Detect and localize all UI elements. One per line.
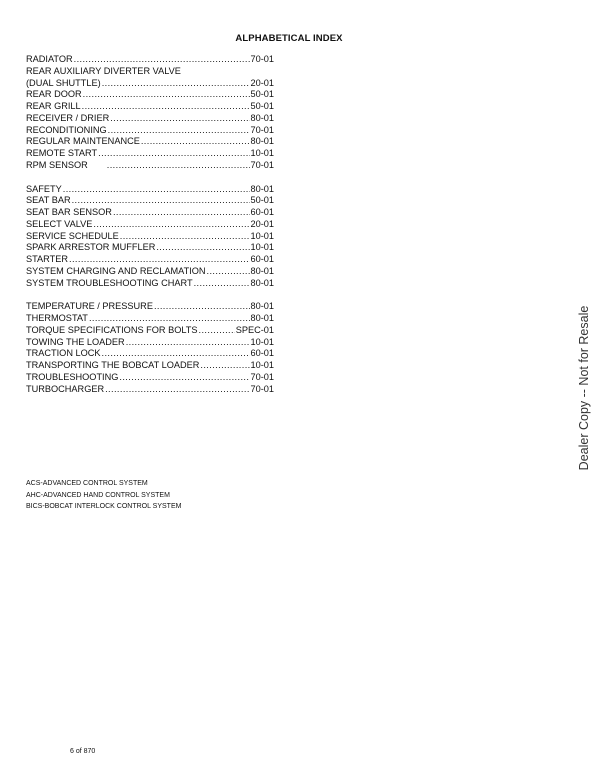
- entry-page: 80-01: [250, 313, 274, 323]
- index-entry: [26, 113, 274, 125]
- index-entry: [26, 78, 274, 90]
- entry-name: TRANSPORTING THE BOBCAT LOADER: [26, 360, 200, 370]
- dot-leader: [207, 266, 250, 278]
- index-entry: [26, 219, 274, 231]
- entry-name: SEAT BAR: [26, 195, 71, 206]
- entry-page: 80-01: [250, 183, 274, 194]
- index-entry: [26, 136, 274, 148]
- dot-leader: [119, 372, 249, 384]
- entry-name: SERVICE SCHEDULE: [26, 230, 119, 241]
- entry-page: 20-01: [250, 77, 274, 88]
- entry-name: SPARK ARRESTOR MUFFLER: [26, 242, 156, 253]
- dot-leader: [120, 231, 250, 243]
- index-entry: [26, 195, 274, 207]
- index-entry: [26, 348, 274, 360]
- index-entry: [26, 101, 274, 113]
- dot-leader: [194, 278, 250, 290]
- dot-leader: [108, 125, 250, 137]
- entry-name: REGULAR MAINTENANCE: [26, 136, 140, 147]
- entry-name: REAR GRILL: [26, 101, 81, 111]
- entry-name: REAR DOOR: [26, 89, 82, 100]
- entry-page: 20-01: [250, 218, 274, 229]
- dot-leader: [126, 337, 250, 349]
- dot-leader: [105, 384, 249, 396]
- dot-leader: [156, 242, 249, 254]
- entry-name: SELECT VALVE: [26, 218, 93, 229]
- dot-leader: [102, 348, 250, 360]
- entry-name: THERMOSTAT: [26, 313, 88, 323]
- index-entry: [26, 160, 274, 172]
- entry-name: TURBOCHARGER: [26, 383, 105, 394]
- entry-name: RECEIVER / DRIER: [26, 112, 110, 123]
- dot-leader: [200, 360, 249, 372]
- index-entry: [26, 54, 274, 66]
- index-list: [26, 54, 274, 395]
- abbreviation-item: BICS-BOBCAT INTERLOCK CONTROL SYSTEM: [26, 503, 182, 510]
- index-entry: [26, 266, 274, 278]
- entry-name: TRACTION LOCK: [26, 348, 101, 359]
- entry-page: SPEC-01: [235, 324, 274, 335]
- index-entry: [26, 242, 274, 254]
- abbreviations-list: [26, 478, 181, 513]
- entry-page: 10-01: [250, 242, 274, 253]
- entry-page: 80-01: [250, 265, 274, 276]
- entry-page: 80-01: [250, 112, 274, 123]
- entry-page: 60-01: [250, 348, 274, 359]
- entry-page: 10-01: [250, 148, 274, 158]
- dot-leader: [83, 89, 250, 101]
- entry-name: TORQUE SPECIFICATIONS FOR BOLTS: [26, 324, 198, 335]
- index-entry: [26, 254, 274, 266]
- index-entry: [26, 372, 274, 384]
- page-title: ALPHABETICAL INDEX: [235, 33, 343, 44]
- entry-page: 50-01: [250, 195, 274, 206]
- abbreviation-item: ACS-ADVANCED CONTROL SYSTEM: [26, 480, 148, 487]
- entry-page: 70-01: [250, 54, 274, 64]
- entry-page: 10-01: [250, 230, 274, 241]
- index-entry: [26, 207, 274, 219]
- entry-page: 70-01: [250, 371, 274, 382]
- entry-page: 80-01: [250, 136, 274, 147]
- dealer-copy-watermark: Dealer Copy -- Not for Resale: [577, 305, 591, 471]
- entry-page: 70-01: [250, 383, 274, 394]
- index-entry: [26, 148, 274, 160]
- entry-name: TROUBLESHOOTING: [26, 371, 119, 382]
- index-entry: [26, 125, 274, 137]
- entry-name: RADIATOR: [26, 54, 73, 64]
- entry-name: SYSTEM TROUBLESHOOTING CHART: [26, 277, 193, 288]
- dot-leader: [107, 160, 250, 172]
- index-entry: [26, 89, 274, 101]
- index-group-r: [26, 54, 274, 172]
- dot-leader: [69, 254, 249, 266]
- entry-page: 50-01: [250, 101, 274, 111]
- dot-leader: [89, 313, 250, 325]
- dot-leader: [102, 78, 250, 90]
- entry-page: 60-01: [250, 207, 274, 217]
- entry-name: REAR AUXILIARY DIVERTER VALVE: [26, 65, 181, 76]
- dot-leader: [199, 325, 235, 337]
- entry-name: SYSTEM CHARGING AND RECLAMATION: [26, 265, 206, 276]
- index-entry: [26, 337, 274, 349]
- index-group-t: [26, 301, 274, 395]
- entry-name: TOWING THE LOADER: [26, 336, 125, 347]
- entry-name: SEAT BAR SENSOR: [26, 207, 112, 217]
- dot-leader: [154, 301, 250, 313]
- entry-page: 10-01: [250, 360, 274, 370]
- entry-page: 60-01: [250, 254, 274, 264]
- dot-leader: [98, 148, 249, 160]
- dot-leader: [72, 195, 250, 207]
- dot-leader: [82, 101, 250, 113]
- entry-page: 50-01: [250, 89, 274, 100]
- entry-name: REMOTE START: [26, 148, 98, 158]
- index-entry: [26, 301, 274, 313]
- entry-page: 80-01: [250, 277, 274, 288]
- index-entry: [26, 231, 274, 243]
- page-indicator: 6 of 870: [70, 748, 96, 755]
- index-entry: [26, 184, 274, 196]
- dot-leader: [63, 184, 250, 196]
- entry-name: (DUAL SHUTTLE): [26, 77, 101, 88]
- entry-page: 80-01: [250, 301, 274, 312]
- entry-page: 70-01: [250, 159, 274, 170]
- entry-name: TEMPERATURE / PRESSURE: [26, 301, 153, 312]
- dot-leader: [74, 54, 250, 66]
- index-entry: [26, 313, 274, 325]
- index-entry: [26, 325, 274, 337]
- abbreviation-item: AHC-ADVANCED HAND CONTROL SYSTEM: [26, 491, 170, 499]
- dot-leader: [113, 207, 250, 219]
- entry-page: 70-01: [250, 124, 274, 135]
- entry-page: 10-01: [250, 336, 274, 347]
- entry-name: STARTER: [26, 254, 69, 264]
- index-entry: [26, 384, 274, 396]
- dot-leader: [141, 136, 250, 148]
- index-entry: [26, 278, 274, 290]
- entry-name: SAFETY: [26, 183, 62, 194]
- index-entry: [26, 66, 274, 78]
- index-group-s: [26, 184, 274, 290]
- entry-name: RPM SENSOR: [26, 159, 88, 170]
- entry-name: RECONDITIONING: [26, 124, 107, 135]
- dot-leader: [110, 113, 249, 125]
- index-entry: [26, 360, 274, 372]
- dot-leader: [93, 219, 249, 231]
